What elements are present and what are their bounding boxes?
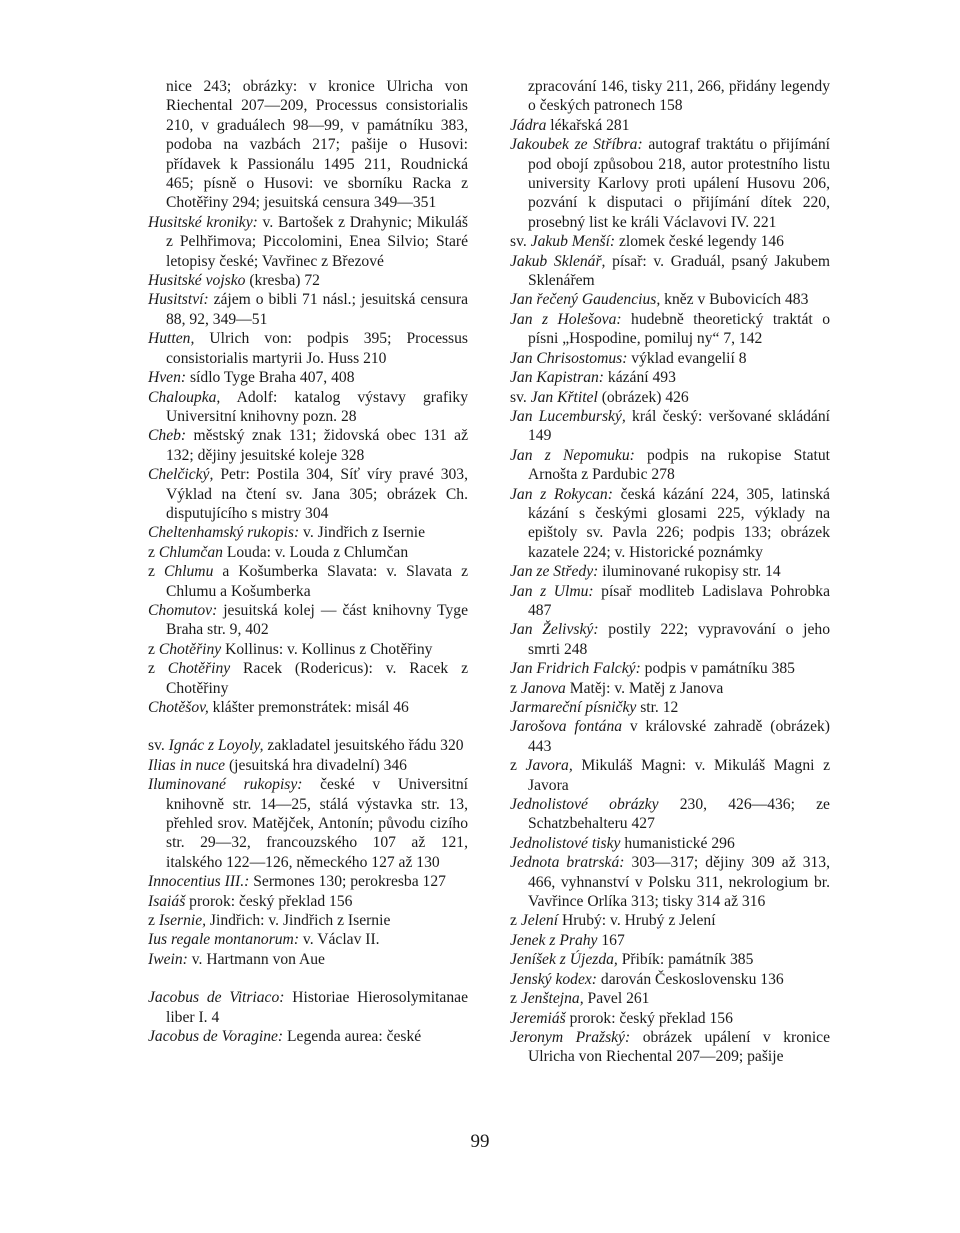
entry-text: podpis v památníku 385 [640, 660, 795, 678]
entry-text: zlomek české legendy 146 [615, 233, 784, 251]
index-entry [148, 892, 468, 911]
entry-heading: Jan Fridrich Falcký: [510, 660, 641, 678]
entry-text: Matěj: v. Matěj z Janova [565, 679, 724, 697]
index-entry [510, 1028, 830, 1067]
entry-text: (jesuitská hra divadelní) 346 [225, 756, 407, 774]
entry-text: hudebně theoretický traktát o písni „Hospodine, pomiluj ny“ 7, 142 [528, 310, 830, 348]
index-entry [148, 640, 468, 659]
entry-heading: Jádra [510, 116, 547, 134]
entry-heading: Cheb: [148, 427, 187, 445]
entry-text: král český: veršované skládání 149 [528, 407, 830, 445]
entry-heading: Ius regale montanorum: [148, 931, 300, 949]
entry-text: Přibík: památník 385 [617, 951, 754, 969]
index-entry [148, 872, 468, 891]
index-entry [510, 853, 830, 911]
entry-prefix: sv. [148, 737, 169, 755]
entry-text: nice 243; obrázky: v kronice Ulricha von Riechental 207—209, Processus consistorialis 210, v graduálech 98—99, v památníku 383, podoba na vazbách 217; pašije o Husovi: přídavek k Passionálu 1495 211, Roudnická 465; písně o Husovi: ve sborníku Racka z Chotěřiny 294; jesuitská censura 349—351 [166, 78, 468, 212]
entry-text: kázání 493 [604, 369, 676, 387]
entry-text: Adolf: katalog výstavy grafiky Universitní knihovny pozn. 28 [166, 388, 468, 425]
index-entry [148, 698, 468, 717]
entry-text: písař: v. Graduál, psaný Jakubem Sklenářem [528, 252, 830, 290]
index-entry [510, 795, 830, 834]
index-entry [510, 252, 830, 291]
entry-heading: Chotěřiny [167, 660, 231, 678]
entry-heading: Chlumčan [158, 543, 223, 561]
entry-text: (obrázek) 426 [597, 388, 689, 406]
index-entry [148, 950, 468, 969]
entry-text: autograf traktátu o přijímání pod obojí způsobou 218, autor protestního listu university Karlovy proti upálení Husovu 206, pozvání k disputaci o přijímání dítek 220, prosebný list ke králi Václavovi IV. 221 [528, 136, 830, 231]
index-entry [148, 523, 468, 542]
index-entry [510, 698, 830, 717]
entry-heading: Jacobus de Voragine: [148, 1028, 284, 1046]
entry-heading: Jeremiáš [510, 1009, 566, 1027]
index-entry [148, 988, 468, 1027]
entry-text: česká kázání 224, 305, latinská kázání s českými glosami 225, výklady na epištoly sv. Pavla 226; podpis 133; obrázek kazatele 224; v. Historické poznámky [528, 485, 830, 561]
entry-text: písař modliteb Ladislava Pohrobka 487 [528, 582, 830, 619]
entry-text: prorok: český překlad 156 [565, 1009, 733, 1027]
index-entry [510, 446, 830, 485]
entry-text: klášter premonstrátek: misál 46 [208, 699, 409, 716]
index-entry [510, 349, 830, 368]
index-entry [148, 756, 468, 775]
entry-heading: Chotěřiny [158, 640, 222, 658]
entry-text: výklad evangelií 8 [627, 349, 747, 367]
entry-heading: Isernie, [158, 912, 207, 930]
entry-heading: Hutten, [148, 330, 195, 348]
entry-heading: Jakub Menší: [530, 233, 616, 251]
entry-heading: Jenštejna, [520, 990, 584, 1008]
entry-text: (kresba) 72 [245, 272, 320, 290]
entry-heading: Jan z Nepomuku: [510, 446, 635, 464]
entry-heading: Jakoubek ze Stříbra: [510, 136, 643, 154]
entry-heading: Jan Želivský: [510, 621, 599, 639]
index-entry [148, 736, 468, 755]
entry-text: Sermones 130; perokresba 127 [249, 873, 446, 891]
entry-prefix: z [148, 563, 164, 581]
entry-heading: Chelčický, [148, 466, 214, 484]
entry-heading: Jan z Rokycan: [510, 485, 613, 503]
entry-text: 230, 426—436; ze Schatzbehalteru 427 [528, 796, 830, 833]
entry-heading: Isaiáš [148, 892, 186, 910]
entry-prefix: z [510, 757, 526, 775]
entry-heading: Jakub Sklenář, [510, 252, 606, 270]
entry-heading: Jednota bratrská: [510, 854, 625, 872]
entry-text: sídlo Tyge Braha 407, 408 [186, 369, 355, 387]
entry-text: v. Hartmann von Aue [187, 950, 325, 968]
entry-heading: Jan Křtitel [530, 388, 598, 406]
index-entry [510, 116, 830, 135]
entry-heading: Husitské vojsko [148, 272, 246, 290]
index-entry [510, 368, 830, 387]
index-entry [148, 426, 468, 465]
entry-text: kněz v Bubovicích 483 [660, 291, 809, 309]
entry-text: humanistické 296 [620, 834, 735, 852]
entry-text: Racek (Rodericus): v. Racek z Chotěřiny [166, 660, 468, 697]
entry-text: postily 222; vypravování o jeho smrti 248 [528, 621, 831, 658]
entry-heading: Chaloupka, [148, 388, 221, 406]
entry-text: iluminované rukopisy str. 14 [598, 563, 781, 581]
entry-text: zájem o bibli 71 násl.; jesuitská censura 88, 92, 349—51 [166, 291, 468, 328]
entry-text: v. Jindřich z Isernie [299, 524, 426, 542]
entry-heading: Jelení [520, 912, 559, 930]
entry-heading: Jan ze Středy: [510, 563, 599, 581]
entry-text: v. Václav II. [299, 931, 380, 949]
entry-heading: Javora, [525, 757, 573, 775]
index-entry [510, 620, 830, 659]
entry-heading: Janova [520, 679, 566, 697]
entry-heading: Jan Chrisostomus: [510, 349, 628, 367]
index-entry [510, 290, 830, 309]
entry-prefix: z [148, 640, 159, 658]
entry-text: české v Universitní knihovně str. 14—25, stálá výstavka str. 13, přehled srov. Matějček, Antonín; původu cizího str. 29—32, francouzského 107 až 121, italského 122—126, německého 127 až 130 [166, 776, 468, 871]
index-entry [148, 271, 468, 290]
entry-text: Legenda aurea: české [283, 1028, 422, 1046]
entry-prefix: sv. [510, 233, 531, 251]
entry-heading: Husitské kroniky: [148, 213, 258, 231]
index-entry [510, 582, 830, 621]
entry-heading: Chlumu [163, 563, 214, 581]
index-entry [510, 717, 830, 756]
index-entry [510, 407, 830, 446]
entry-heading: Chomutov: [148, 601, 218, 619]
index-entry [148, 213, 468, 271]
entry-heading: Innocentius III.: [148, 873, 250, 891]
index-entry [510, 562, 830, 581]
entry-heading: Jan z Ulmu: [510, 582, 594, 600]
index-entry [148, 659, 468, 698]
entry-heading: Jan Kapistran: [510, 369, 604, 387]
entry-heading: Jednolistové tisky [510, 834, 621, 852]
index-entry [148, 465, 468, 523]
index-entry [148, 329, 468, 368]
index-entry [148, 290, 468, 329]
entry-text: prorok: český překlad 156 [185, 892, 353, 910]
entry-heading: Husitství: [148, 291, 209, 309]
entry-text: zakladatel jesuitského řádu 320 [263, 737, 464, 755]
entry-heading: Hven: [148, 369, 187, 387]
index-entry [510, 135, 830, 232]
index-entry [510, 911, 830, 930]
entry-text: Louda: v. Louda z Chlumčan [222, 543, 409, 561]
entry-text: zpracování 146, tisky 211, 266, přidány legendy o českých patronech 158 [528, 78, 830, 115]
entry-heading: Jacobus de Vitriaco: [148, 989, 285, 1007]
page-number: 99 [470, 1131, 490, 1152]
entry-text: a Košumberka Slavata: v. Slavata z Chlumu a Košumberka [166, 563, 468, 600]
entry-text: Jindřich: v. Jindřich z Isernie [206, 912, 391, 930]
entry-heading: Iluminované rukopisy: [148, 776, 303, 794]
entry-heading: Jeníšek z Újezda, [510, 951, 618, 969]
index-entry [510, 485, 830, 563]
index-entry [510, 659, 830, 678]
index-entry [510, 931, 830, 950]
index-entry [510, 232, 830, 251]
entry-heading: Jenský kodex: [510, 970, 597, 988]
entry-prefix: sv. [510, 388, 531, 406]
entry-heading: Cheltenhamský rukopis: [148, 524, 300, 542]
index-entry [148, 543, 468, 562]
entry-text: městský znak 131; židovská obec 131 až 132; dějiny jesuitské koleje 328 [166, 427, 468, 464]
index-entry [148, 388, 468, 427]
entry-text: Mikuláš Magni: v. Mikuláš Magni z Javora [528, 757, 831, 794]
entry-text: str. 12 [636, 699, 679, 716]
entry-text: 303—317; dějiny 309 až 313, 466, vyhnanství v Polsku 311, nekrologium br. Vavřince Orlíka 313; tisky 314 až 316 [528, 854, 830, 911]
index-entry [510, 756, 830, 795]
entry-text: v královské zahradě (obrázek) 443 [528, 718, 830, 755]
entry-text: v. Bartošek z Drahynic; Mikuláš z Pelhřimova; Piccolomini, Enea Silvio; Staré letopisy české; Vavřinec z Březové [166, 213, 468, 270]
entry-heading: Iwein: [148, 950, 188, 968]
index-entry [510, 834, 830, 853]
index-entry [510, 989, 830, 1008]
entry-text: Pavel 261 [583, 990, 650, 1008]
index-entry [148, 601, 468, 640]
index-entry [510, 1009, 830, 1028]
entry-prefix: z [510, 990, 521, 1008]
index-entry [510, 970, 830, 989]
entry-heading: Jan z Holešova: [510, 310, 622, 328]
index-entry [148, 1027, 468, 1046]
entry-heading: Jan řečený Gaudencius, [510, 291, 661, 309]
index-entry [148, 911, 468, 930]
entry-prefix: z [148, 543, 159, 561]
index-entry [510, 310, 830, 349]
entry-heading: Jeronym Pražský: [510, 1028, 631, 1046]
entry-text: 167 [597, 931, 625, 949]
index-entry [148, 562, 468, 601]
entry-heading: Jarmareční písničky [510, 699, 637, 716]
entry-heading: Ilias in nuce [148, 756, 226, 774]
entry-text: Petr: Postila 304, Síť víry pravé 303, Výklad na čtení sv. Jana 305; obrázek Ch. disputujícího s mistry 304 [166, 466, 468, 522]
entry-prefix: z [148, 912, 159, 930]
entry-text: Kollinus: v. Kollinus z Chotěřiny [221, 640, 433, 658]
entry-prefix: z [510, 679, 521, 697]
index-entry [510, 77, 830, 116]
entry-heading: Ignác z Loyoly, [168, 737, 264, 755]
entry-prefix: z [148, 660, 168, 678]
entry-heading: Jan Lucemburský, [510, 407, 626, 425]
entry-text: obrázek upálení v kronice Ulricha von Riechental 207—209; pašije [528, 1028, 830, 1066]
index-entry [148, 930, 468, 949]
index-entry [148, 77, 468, 213]
index-entry [510, 950, 830, 969]
index-entry [148, 368, 468, 387]
index-entry [148, 775, 468, 872]
entry-text: Historiae Hierosolymitanae liber I. 4 [166, 989, 468, 1026]
entry-prefix: z [510, 912, 521, 930]
index-column-right [510, 77, 830, 1067]
entry-heading: Jednolistové obrázky [510, 796, 659, 814]
index-column-left [148, 77, 468, 1047]
entry-text: Hrubý: v. Hrubý z Jelení [558, 912, 716, 930]
entry-heading: Jarošova fontána [510, 718, 623, 736]
entry-text: darován Československu 136 [597, 970, 784, 988]
entry-text: lékařská 281 [546, 116, 630, 134]
entry-heading: Jenek z Prahy [510, 931, 598, 949]
entry-text: Ulrich von: podpis 395; Processus consistorialis martyrii Jo. Huss 210 [166, 330, 468, 367]
entry-text: jesuitská kolej — část knihovny Tyge Braha str. 9, 402 [166, 601, 468, 639]
entry-text: podpis na rukopise Statut Arnošta z Pardubic 278 [528, 446, 830, 484]
entry-heading: Chotěšov, [148, 699, 209, 716]
index-entry [510, 679, 830, 698]
index-entry [510, 388, 830, 407]
